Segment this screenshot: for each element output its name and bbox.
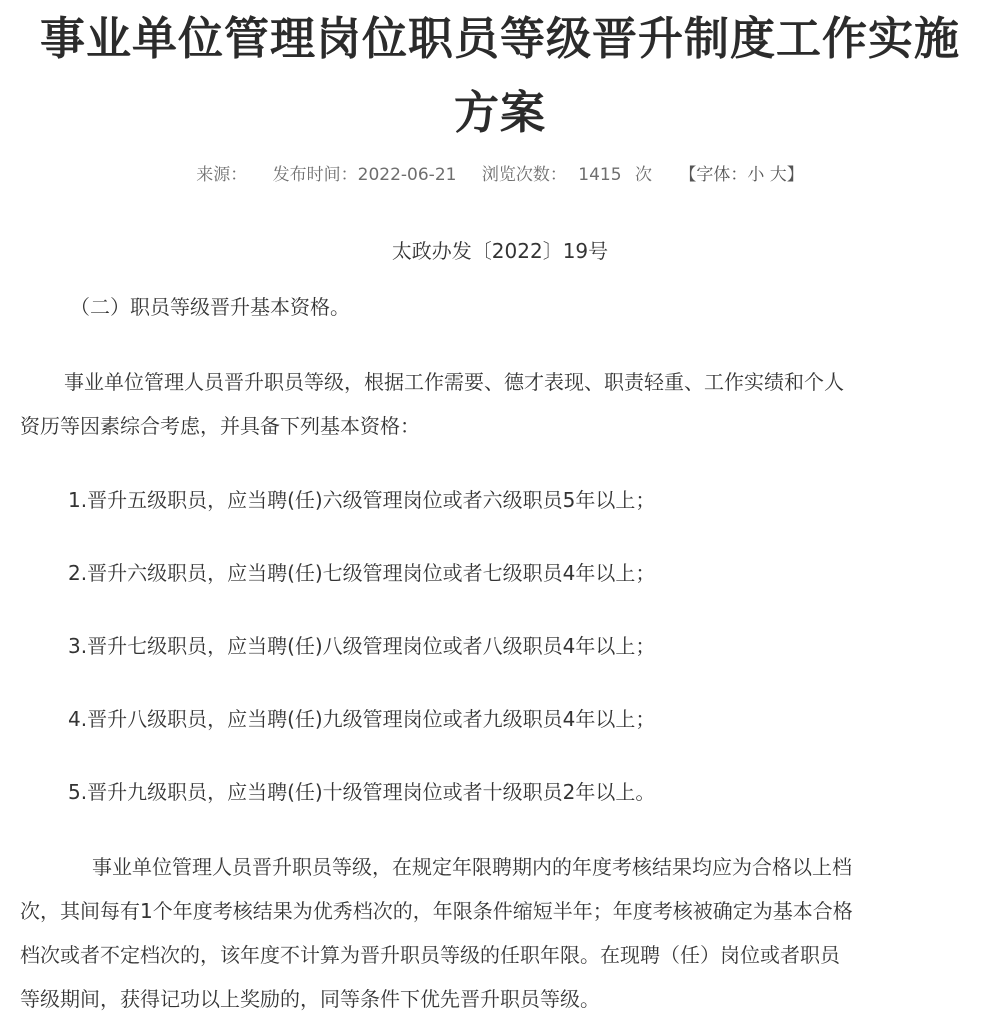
list-item: 4.晋升八级职员，应当聘(任)九级管理岗位或者九级职员4年以上； (68, 707, 656, 731)
intro-line-1: 事业单位管理人员晋升职员等级，根据工作需要、德才表现、职责轻重、工作实绩和个人 (64, 370, 844, 394)
document-number: 太政办发〔2022〕19号 (391, 239, 609, 263)
list-item: 5.晋升九级职员，应当聘(任)十级管理岗位或者十级职员2年以上。 (68, 780, 656, 804)
closing-line-1: 事业单位管理人员晋升职员等级，在规定年限聘期内的年度考核结果均应为合格以上档 (92, 855, 852, 879)
closing-line-4: 等级期间，获得记功以上奖励的，同等条件下优先晋升职员等级。 (20, 987, 600, 1011)
font-size-switcher (679, 162, 803, 188)
list-item: 1.晋升五级职员，应当聘(任)六级管理岗位或者六级职员5年以上； (68, 488, 656, 512)
publish-label: 发布时间： (272, 165, 358, 185)
views-count: 1415 (578, 165, 622, 185)
article-meta (0, 162, 1000, 188)
views-label: 浏览次数： (481, 165, 567, 185)
source-label: 来源： (196, 165, 248, 185)
section-heading: （二）职员等级晋升基本资格。 (70, 295, 350, 319)
publish-date: 2022-06-21 (357, 165, 457, 185)
font-label: 【字体： (679, 165, 748, 185)
font-large-button[interactable]: 大 (769, 165, 787, 185)
closing-line-2: 次，其间每有1个年度考核结果为优秀档次的，年限条件缩短半年；年度考核被确定为基本合格 (20, 899, 853, 923)
font-close: 】 (786, 165, 804, 185)
font-small-button[interactable]: 小 (747, 165, 765, 185)
title-line-2: 方案 (453, 86, 546, 139)
article-title (20, 2, 980, 150)
closing-line-3: 档次或者不定档次的，该年度不计算为晋升职员等级的任职年限。在现聘（任）岗位或者职员 (20, 943, 840, 967)
intro-line-2: 资历等因素综合考虑，并具备下列基本资格： (20, 414, 420, 438)
title-line-1: 事业单位管理岗位职员等级晋升制度工作实施 (39, 12, 960, 65)
list-item: 3.晋升七级职员，应当聘(任)八级管理岗位或者八级职员4年以上； (68, 634, 656, 658)
list-item: 2.晋升六级职员，应当聘(任)七级管理岗位或者七级职员4年以上； (68, 561, 656, 585)
views-unit: 次 (634, 165, 652, 185)
